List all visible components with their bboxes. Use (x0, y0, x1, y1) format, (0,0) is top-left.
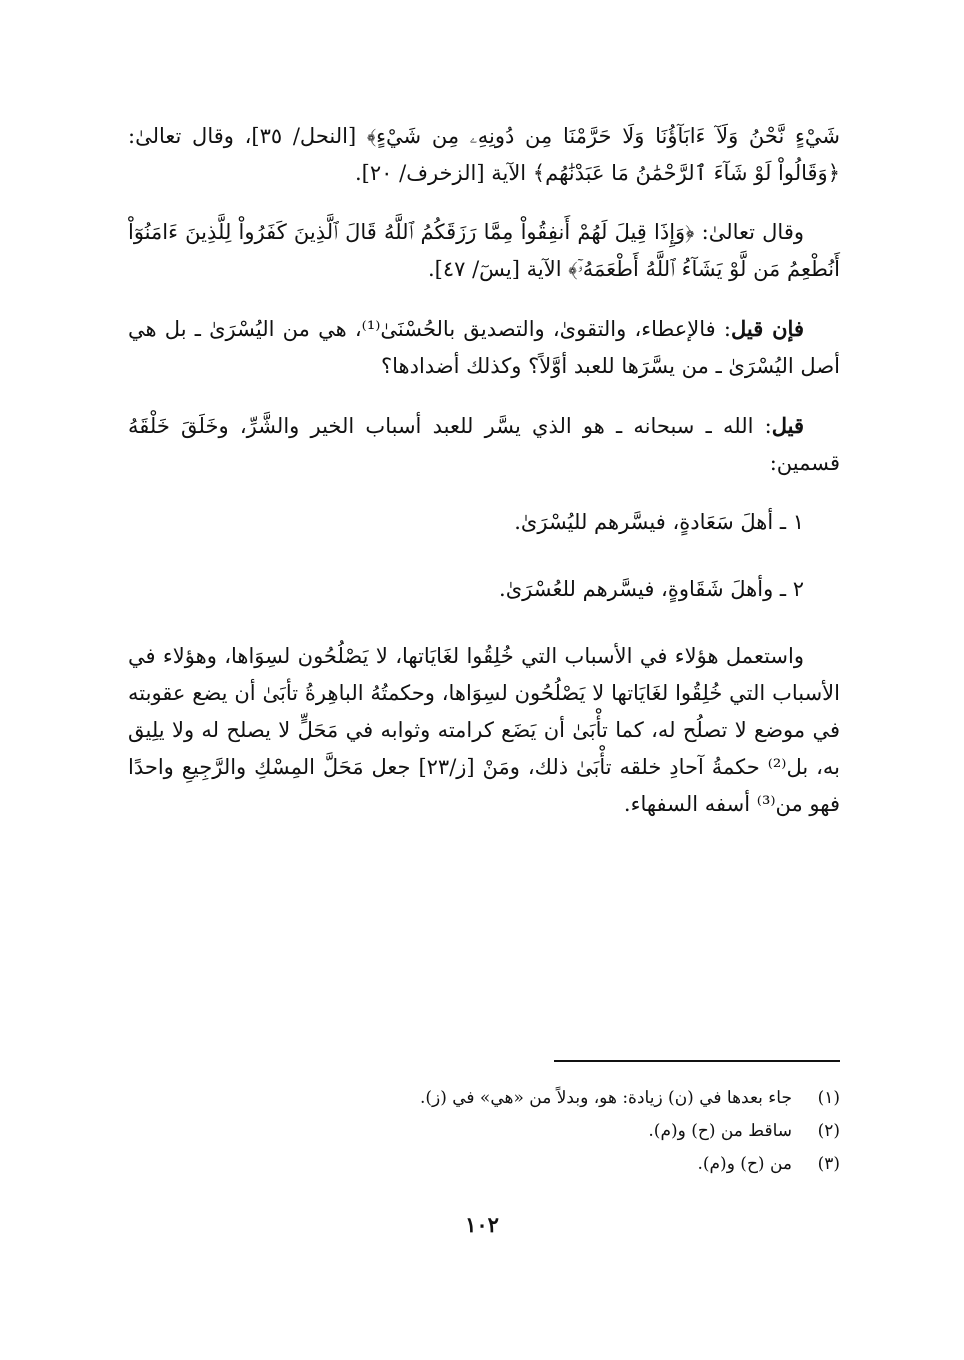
answer-paragraph (128, 407, 840, 482)
footnote-text: من (ح) و(م). (697, 1154, 792, 1174)
question-text: : فالإعطاء، والتقوىٰ، والتصديق بالحُسْنَىٰ⁽¹⁾، هي من اليُسْرَىٰ ـ بل هي أصل اليُسْرَىٰ ـ من يسَّرَها للعبد أوَّلاً؟ وكذلك أضدادها؟ (128, 317, 840, 378)
answer-text: : الله ـ سبحانه ـ هو الذي يسَّر للعبد أسباب الخير والشَّرِّ، وخَلَقَ خَلْقَهُ قسمين: (128, 414, 840, 475)
footnote-3 (128, 1148, 840, 1181)
closing-paragraph: واستعمل هؤلاء في الأسباب التي خُلِقُوا لغَايَاتها، لا يَصْلُحُون لسِوَاها، وهؤلاء في الأسباب التي خُلِقُوا لغَايَاتها لا يَصْلُحُون لسِوَاها، وحكمتُهُ الباهِرةُ تأبَىٰ أن يضع عقوبته في موضع لا تصلُح له، كما تأْبَىٰ أن يَضَع كرامته وثوابه في مَحَلٍّ لا يصلح له ولا يلِيق به، بل⁽²⁾ حكمةُ آحادِ خلقه تأْبَىٰ ذلك، ومَنْ [ز/٢٣] جعل مَحَلَّ المِسْكِ والرَّجِيعِ واحدًا فهو من⁽³⁾ أسفه السفهاء. (128, 644, 840, 816)
list-item-1: ١ ـ أهلَ سَعَادةٍ، فيسَّرهم لليُسْرَىٰ. (514, 510, 804, 534)
page-body (128, 118, 840, 845)
footnote-divider (554, 1060, 840, 1062)
footnote-text: جاء بعدها في (ن) زيادة: هو، وبدلاً من «هي» في (ز). (419, 1088, 792, 1108)
footnote-number: (٣) (817, 1154, 840, 1174)
footnote-number: (١) (817, 1088, 840, 1108)
question-lead: فإن قيل (731, 316, 804, 341)
list-item-2: ٢ ـ وأهلَ شَقَاوةٍ، فيسَّرهم للعُسْرَىٰ. (499, 577, 804, 601)
footnotes (128, 1082, 840, 1181)
footnote-text: ساقط من (ح) و(م). (648, 1121, 792, 1141)
answer-lead: قيل (771, 413, 804, 438)
footnote-1 (128, 1082, 840, 1115)
paragraph-2: وقال تعالىٰ: ﴿وَإِذَا قِيلَ لَهُمْ أَنفِقُواْ مِمَّا رَزَقَكُمُ ٱللَّهُ قَالَ ٱلَّذِينَ كَفَرُواْ لِلَّذِينَ ءَامَنُوٓاْ أَنُطْعِمُ مَن لَّوْ يَشَآءُ ٱللَّهُ أَطْعَمَهُۥٓ﴾ الآية [يسٓ/ ٤٧]. (128, 220, 840, 281)
footnote-number: (٢) (817, 1121, 840, 1141)
footnote-2 (128, 1115, 840, 1148)
page-number: ١٠٢ (465, 1212, 499, 1237)
paragraph-1: شَيْءٍ نَّحْنُ وَلَآ ءَابَآؤُنَا وَلَا حَرَّمْنَا مِن دُونِهِۦ مِن شَيْءٍ﴾ [النحل/ ٣٥]، وقال تعالىٰ: ﴿وَقَالُواْ لَوْ شَآءَ ٱلرَّحْمَٰنُ مَا عَبَدْنَٰهُم﴾ الآية [الزخرف/ ٢٠]. (128, 124, 841, 185)
question-paragraph (128, 310, 840, 385)
